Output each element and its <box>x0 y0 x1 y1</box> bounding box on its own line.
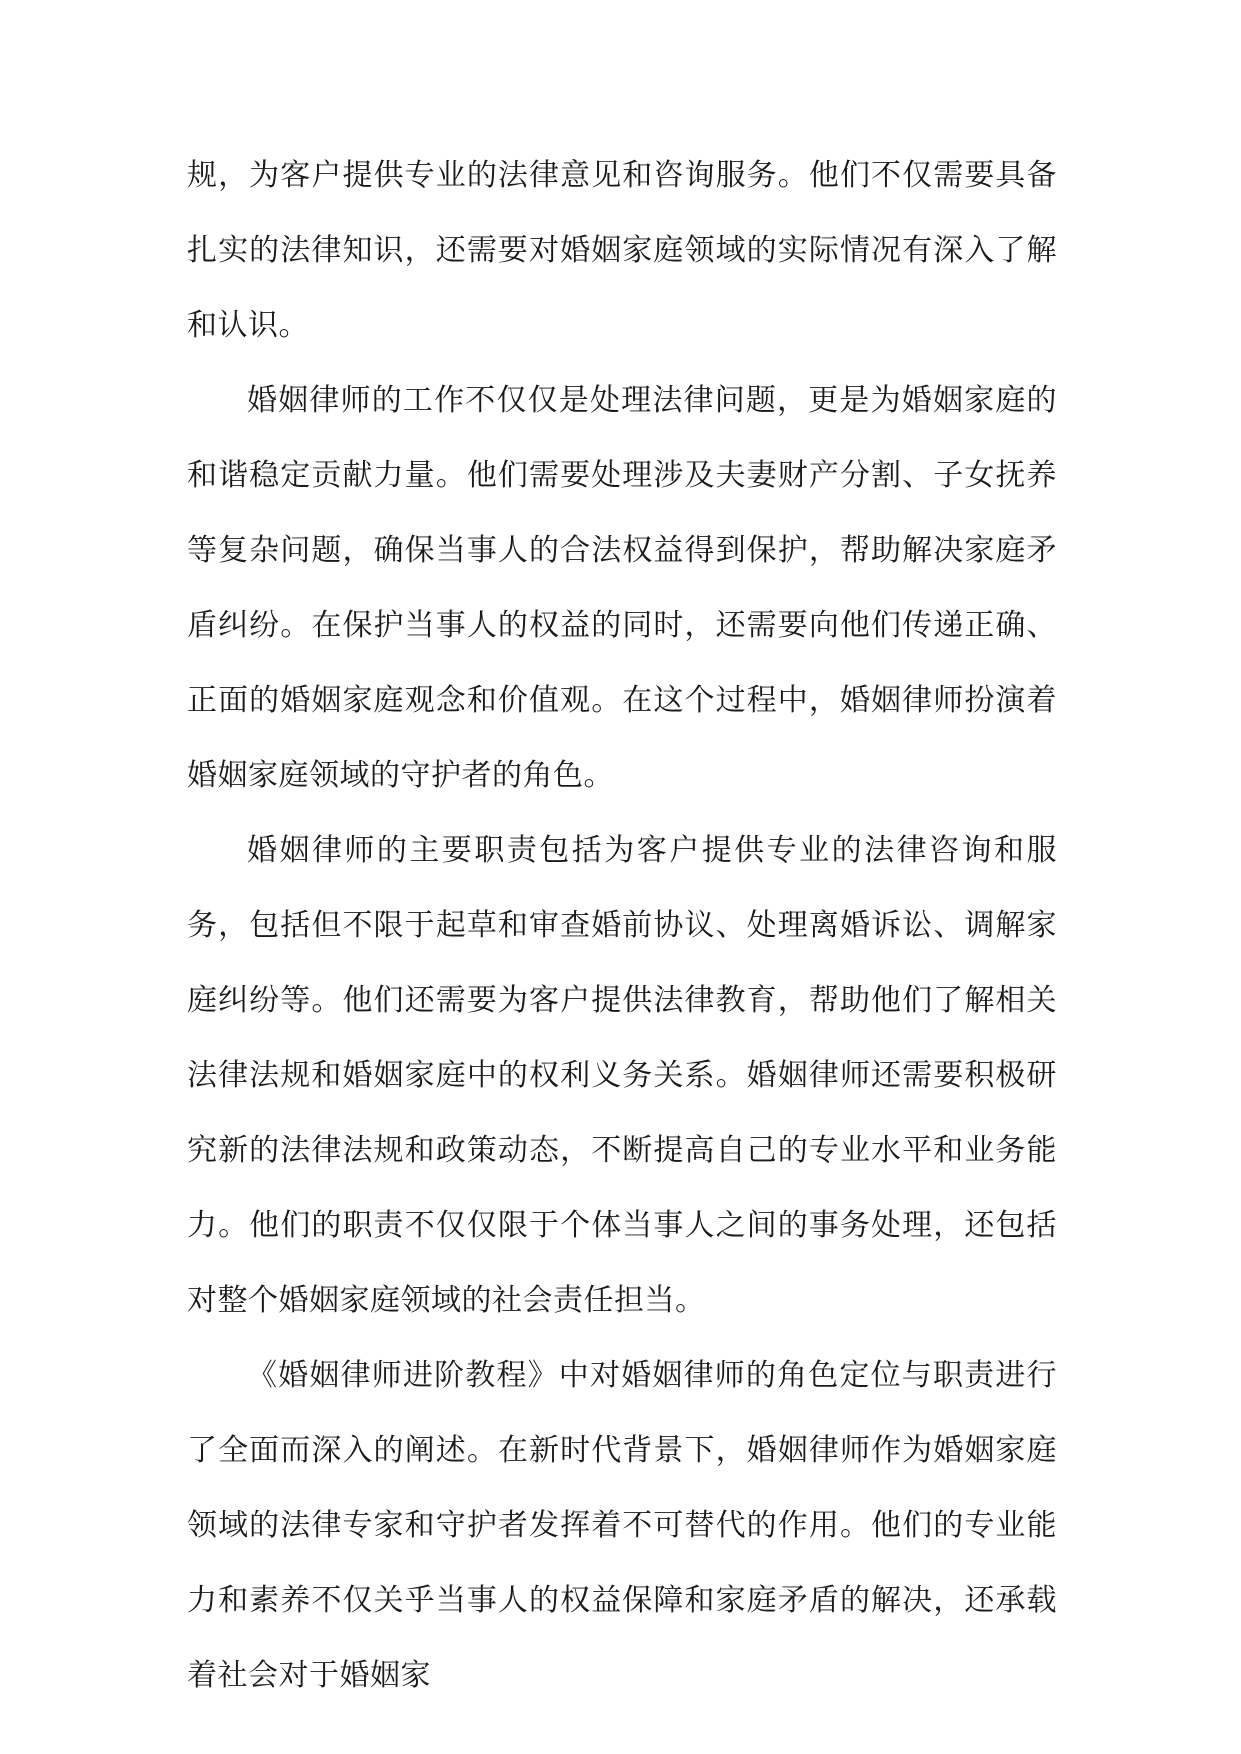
paragraph-3: 婚姻律师的主要职责包括为客户提供专业的法律咨询和服务，包括但不限于起草和审查婚前协议、处理离婚诉讼、调解家庭纠纷等。他们还需要为客户提供法律教育，帮助他们了解相关法律法规和婚姻家庭中的权利义务关系。婚姻律师还需要积极研究新的法律法规和政策动态，不断提高自己的专业水平和业务能力。他们的职责不仅仅限于个体当事人之间的事务处理，还包括对整个婚姻家庭领域的社会责任担当。 <box>187 833 1057 1318</box>
body-text <box>187 138 1057 1713</box>
paragraph-1: 规，为客户提供专业的法律意见和咨询服务。他们不仅需要具备扎实的法律知识，还需要对婚姻家庭领域的实际情况有深入了解和认识。 <box>187 158 1057 343</box>
paragraph-2: 婚姻律师的工作不仅仅是处理法律问题，更是为婚姻家庭的和谐稳定贡献力量。他们需要处理涉及夫妻财产分割、子女抚养等复杂问题，确保当事人的合法权益得到保护，帮助解决家庭矛盾纠纷。在保护当事人的权益的同时，还需要向他们传递正确、正面的婚姻家庭观念和价值观。在这个过程中，婚姻律师扮演着婚姻家庭领域的守护者的角色。 <box>187 383 1057 793</box>
paragraph-4: 《婚姻律师进阶教程》中对婚姻律师的角色定位与职责进行了全面而深入的阐述。在新时代背景下，婚姻律师作为婚姻家庭领域的法律专家和守护者发挥着不可替代的作用。他们的专业能力和素养不仅关乎当事人的权益保障和家庭矛盾的解决，还承载着社会对于婚姻家 <box>187 1358 1057 1693</box>
